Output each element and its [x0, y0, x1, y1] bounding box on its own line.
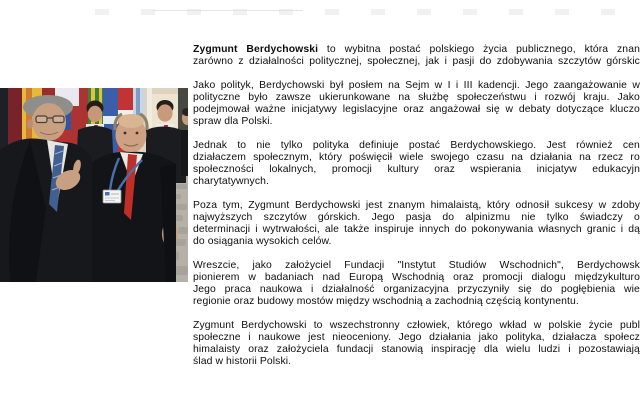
- text-line: himalaisty oraz założyciela fundacji stanowią inspirację dla wielu ludzi i pozostawiają: [193, 344, 640, 355]
- text-line: regionie oraz budowy mostów między wschodnią a zachodnią częścią kontynentu.: [193, 296, 579, 307]
- text-line: społeczności lokalnych, promocji kultury oraz wspierania inicjatyw edukacyjn: [193, 164, 640, 175]
- text-line: Jako polityk, Berdychowski był posłem na Sejm w I i III kadencji. Jego zaangażowanie w: [193, 80, 640, 91]
- text-line: charytatywnych.: [193, 176, 269, 187]
- article: [193, 44, 640, 380]
- article-paragraph: [193, 200, 640, 248]
- text-line: pionierem w badaniach nad Europą Wschodnią oraz promocji dialogu międzykulturo: [193, 272, 640, 283]
- text-line: podejmował ważne inicjatywy legislacyjne oraz angażował się w debaty dotyczące kluczo: [193, 104, 640, 115]
- text-line: najwyższych szczytów górskich. Jego pasja do alpinizmu nie tylko świadczy o: [193, 212, 640, 223]
- text-line: społeczne i naukowe jest nieoceniony. Jego działania jako polityka, działacza społecz: [193, 332, 640, 343]
- text-line: Wreszcie, jako założyciel Fundacji "Instytut Studiów Wschodnich", Berdychowsk: [193, 260, 640, 271]
- event-photo-graphic: [0, 88, 188, 282]
- event-photo: [0, 88, 188, 282]
- conference-badge: [103, 190, 121, 203]
- text-line: Jego praca naukowa i działalność organizacyjna przyczyniły się do pogłębienia wie: [193, 284, 640, 295]
- text-line: do osiągania wysokich celów.: [193, 236, 332, 247]
- text-line: ślad w historii Polski.: [193, 356, 292, 367]
- article-paragraph: [193, 80, 640, 128]
- article-paragraph: [193, 44, 640, 68]
- top-edge-text-artifact: [95, 9, 640, 15]
- text-line: zarówno z działalności politycznej, społecznej, jak i pasji do zdobywania szczytów górskic: [193, 56, 640, 67]
- text-line: Poza tym, Zygmunt Berdychowski jest znanym himalaistą, który odnosił sukcesy w zdoby: [193, 200, 640, 211]
- article-paragraph: [193, 260, 640, 308]
- text-line: działaczem społecznym, który poświęcił wiele swojego czasu na działania na rzecz ro: [193, 152, 640, 163]
- text-line: Zygmunt Berdychowski to wybitna postać polskiego życia publicznego, która znan: [193, 44, 640, 55]
- article-paragraph: [193, 320, 640, 368]
- article-paragraph: [193, 140, 640, 188]
- partial-figure-right-edge: [181, 108, 188, 176]
- text-line: determinacji i wytrwałości, ale także inspiruje innych do pokonywania własnych granic i dą: [193, 224, 640, 235]
- text-line: Zygmunt Berdychowski to wszechstronny człowiek, którego wkład w polskie życie publ: [193, 320, 640, 331]
- text-line: Jednak to nie tylko polityka definiuje postać Berdychowskiego. Jest również cen: [193, 140, 640, 151]
- text-line: spraw dla Polski.: [193, 116, 273, 127]
- text-line: polityczne było zawsze ukierunkowane na służbę społeczeństwu i rozwój kraju. Jako: [193, 92, 640, 103]
